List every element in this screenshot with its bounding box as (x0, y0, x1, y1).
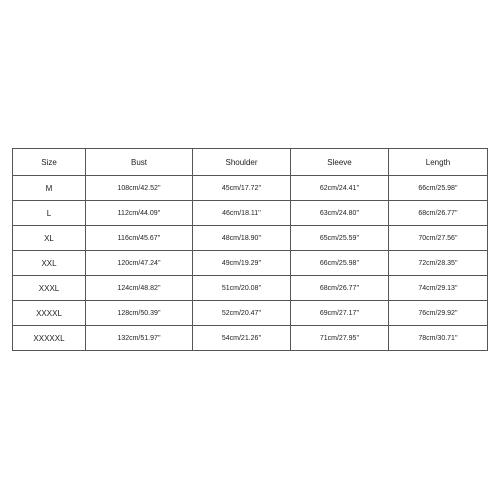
size-cell: XXXXXL (13, 326, 86, 351)
sleeve-cell: 62cm/24.41'' (291, 176, 389, 201)
shoulder-cell: 54cm/21.26'' (193, 326, 291, 351)
header-length: Length (389, 149, 488, 176)
sleeve-cell: 66cm/25.98'' (291, 251, 389, 276)
shoulder-cell: 45cm/17.72'' (193, 176, 291, 201)
length-cell: 76cm/29.92'' (389, 301, 488, 326)
size-cell: L (13, 201, 86, 226)
shoulder-cell: 48cm/18.90'' (193, 226, 291, 251)
header-size: Size (13, 149, 86, 176)
bust-cell: 132cm/51.97'' (86, 326, 193, 351)
sleeve-cell: 68cm/26.77'' (291, 276, 389, 301)
sleeve-cell: 63cm/24.80'' (291, 201, 389, 226)
sleeve-cell: 65cm/25.59'' (291, 226, 389, 251)
length-cell: 74cm/29.13'' (389, 276, 488, 301)
shoulder-cell: 52cm/20.47'' (193, 301, 291, 326)
bust-cell: 124cm/48.82'' (86, 276, 193, 301)
length-cell: 78cm/30.71'' (389, 326, 488, 351)
length-cell: 68cm/26.77'' (389, 201, 488, 226)
size-cell: XXXXL (13, 301, 86, 326)
header-shoulder: Shoulder (193, 149, 291, 176)
length-cell: 66cm/25.98'' (389, 176, 488, 201)
table-row (13, 176, 488, 201)
bust-cell: 120cm/47.24'' (86, 251, 193, 276)
bust-cell: 112cm/44.09'' (86, 201, 193, 226)
shoulder-cell: 49cm/19.29'' (193, 251, 291, 276)
header-bust: Bust (86, 149, 193, 176)
bust-cell: 116cm/45.67'' (86, 226, 193, 251)
sleeve-cell: 71cm/27.95'' (291, 326, 389, 351)
table-row (13, 301, 488, 326)
table-row (13, 226, 488, 251)
table-row (13, 276, 488, 301)
length-cell: 70cm/27.56'' (389, 226, 488, 251)
size-cell: M (13, 176, 86, 201)
bust-cell: 128cm/50.39'' (86, 301, 193, 326)
header-row (13, 149, 488, 176)
table-row (13, 201, 488, 226)
bust-cell: 108cm/42.52'' (86, 176, 193, 201)
header-sleeve: Sleeve (291, 149, 389, 176)
size-cell: XL (13, 226, 86, 251)
size-chart-table (12, 148, 488, 351)
length-cell: 72cm/28.35'' (389, 251, 488, 276)
sleeve-cell: 69cm/27.17'' (291, 301, 389, 326)
table-row (13, 251, 488, 276)
size-cell: XXXL (13, 276, 86, 301)
shoulder-cell: 46cm/18.11'' (193, 201, 291, 226)
table-row (13, 326, 488, 351)
size-cell: XXL (13, 251, 86, 276)
shoulder-cell: 51cm/20.08'' (193, 276, 291, 301)
